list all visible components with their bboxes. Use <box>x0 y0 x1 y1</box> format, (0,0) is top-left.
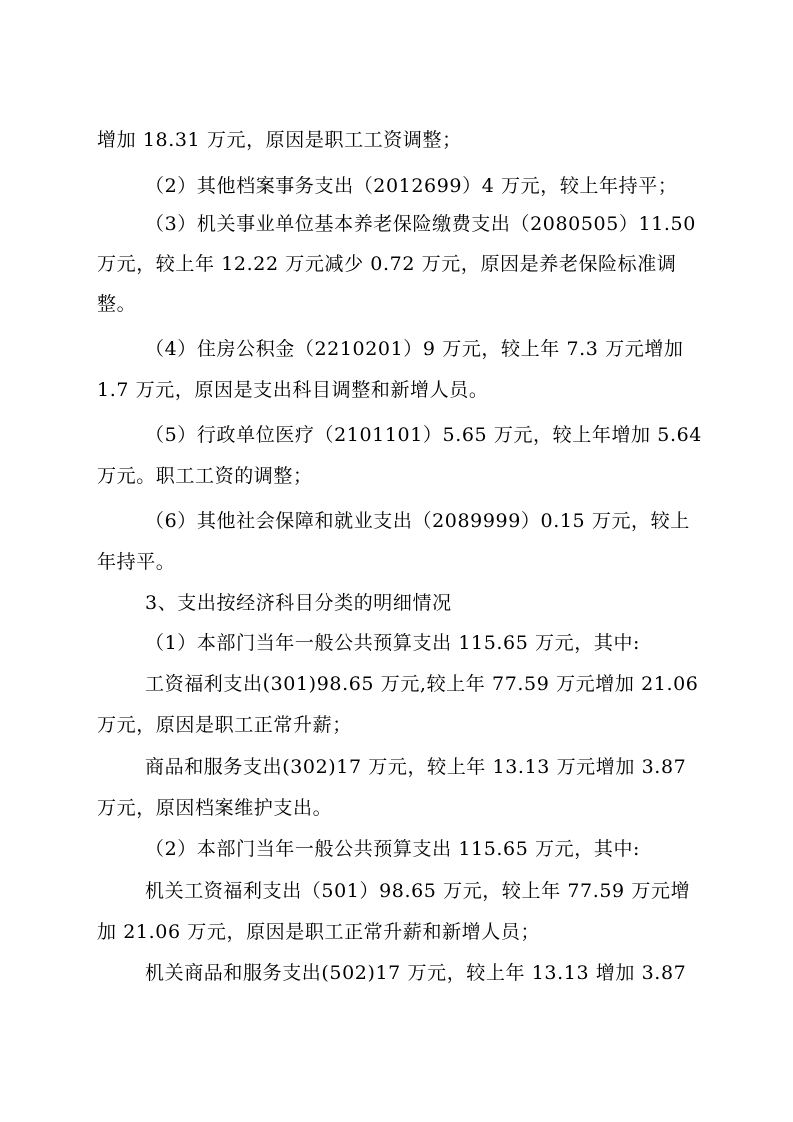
text-line: 1.7 万元，原因是支出科目调整和新增人员。 <box>97 379 489 401</box>
text-line: （6）其他社会保障和就业支出（2089999）0.15 万元，较上 <box>145 510 690 532</box>
text-line: （1）本部门当年一般公共预算支出 115.65 万元，其中: <box>145 632 641 654</box>
text-line: 商品和服务支出(302)17 万元，较上年 13.13 万元增加 3.87 <box>145 756 687 778</box>
text-line: 年持平。 <box>97 551 176 573</box>
text-line: （3）机关事业单位基本养老保险缴费支出（2080505）11.50 <box>145 213 696 235</box>
text-line: 增加 18.31 万元，原因是职工工资调整； <box>97 129 462 151</box>
text-line: 整。 <box>97 293 137 315</box>
text-line: 机关工资福利支出（501）98.65 万元，较上年 77.59 万元增 <box>145 880 691 902</box>
text-line: （4）住房公积金（2210201）9 万元，较上年 7.3 万元增加 <box>145 338 684 360</box>
text-line: 万元，较上年 12.22 万元减少 0.72 万元，原因是养老保险标准调 <box>97 253 677 275</box>
text-line: 万元。职工工资的调整； <box>97 465 313 487</box>
text-line: 万元，原因是职工正常升薪； <box>97 714 352 736</box>
text-line: （5）行政单位医疗（2101101）5.65 万元，较上年增加 5.64 <box>145 424 702 446</box>
text-line: （2）本部门当年一般公共预算支出 115.65 万元，其中: <box>145 838 641 860</box>
text-line: 加 21.06 万元，原因是职工正常升薪和新增人员； <box>97 921 541 943</box>
text-line: 万元，原因档案维护支出。 <box>97 797 333 819</box>
section-heading: 3、支出按经济科目分类的明细情况 <box>145 592 452 614</box>
text-line: 工资福利支出(301)98.65 万元,较上年 77.59 万元增加 21.06 <box>145 673 699 695</box>
text-line: 机关商品和服务支出(502)17 万元，较上年 13.13 增加 3.87 <box>145 962 687 984</box>
text-line: （2）其他档案事务支出（2012699）4 万元，较上年持平； <box>145 175 678 197</box>
